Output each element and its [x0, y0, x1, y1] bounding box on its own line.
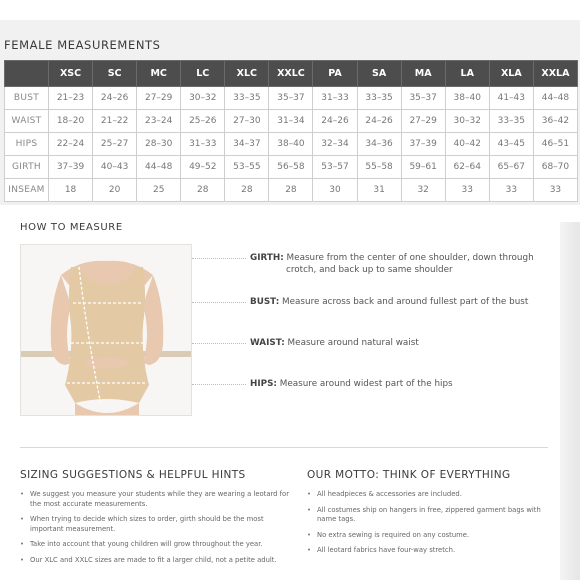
table-cell: 37–39 [49, 156, 93, 179]
table-cell: 62–64 [445, 156, 489, 179]
table-cell: 27–29 [137, 87, 181, 110]
row-label: WAIST [5, 110, 49, 133]
hips-instruction: HIPS: Measure around widest part of the hips [250, 379, 453, 389]
table-row [5, 156, 578, 179]
table-cell: 28 [225, 179, 269, 202]
table-cell: 46–51 [533, 133, 577, 156]
table-cell: 56–58 [269, 156, 313, 179]
table-cell: 65–67 [489, 156, 533, 179]
table-cell: 44–48 [533, 87, 577, 110]
table-cell: 31 [357, 179, 401, 202]
bust-leader-line [192, 302, 246, 303]
table-cell: 18–20 [49, 110, 93, 133]
sizing-hints-list [20, 490, 292, 571]
size-table-body [5, 87, 578, 202]
table-cell: 35–37 [401, 87, 445, 110]
size-header-xlc: XLC [225, 61, 269, 87]
size-header-xla: XLA [489, 61, 533, 87]
table-row [5, 133, 578, 156]
table-cell: 24–26 [93, 87, 137, 110]
table-cell: 53–55 [225, 156, 269, 179]
page-edge-shadow [560, 222, 580, 580]
table-cell: 36–42 [533, 110, 577, 133]
table-cell: 21–23 [49, 87, 93, 110]
motto-list [307, 490, 553, 562]
section-divider [20, 447, 548, 448]
size-header-xxla: XXLA [533, 61, 577, 87]
table-cell: 33–35 [225, 87, 269, 110]
table-cell: 33 [533, 179, 577, 202]
table-cell: 25–26 [181, 110, 225, 133]
table-cell: 34–36 [357, 133, 401, 156]
size-header-xsc: XSC [49, 61, 93, 87]
measurement-illustration [20, 244, 192, 416]
how-to-measure-title: HOW TO MEASURE [20, 222, 123, 233]
size-header-ma: MA [401, 61, 445, 87]
table-cell: 33 [445, 179, 489, 202]
size-chart-table [4, 60, 578, 202]
bust-instruction: BUST: Measure across back and around fullest part of the bust [250, 297, 529, 307]
hips-leader-line [192, 384, 246, 385]
table-cell: 41–43 [489, 87, 533, 110]
table-cell: 31–34 [269, 110, 313, 133]
size-header-sa: SA [357, 61, 401, 87]
size-header-pa: PA [313, 61, 357, 87]
table-cell: 68–70 [533, 156, 577, 179]
waist-leader-line [192, 343, 246, 344]
table-cell: 49–52 [181, 156, 225, 179]
leotard-figure-image [21, 245, 191, 415]
table-cell: 28 [269, 179, 313, 202]
row-label: GIRTH [5, 156, 49, 179]
table-cell: 40–42 [445, 133, 489, 156]
list-item: • No extra sewing is required on any costume. [307, 531, 553, 541]
table-cell: 33 [489, 179, 533, 202]
girth-leader-line [192, 258, 246, 259]
list-item: • All costumes ship on hangers in free, zippered garment bags with name tags. [307, 506, 553, 525]
table-cell: 32 [401, 179, 445, 202]
table-cell: 28–30 [137, 133, 181, 156]
table-cell: 37–39 [401, 133, 445, 156]
table-row [5, 110, 578, 133]
table-cell: 55–58 [357, 156, 401, 179]
sizing-hints-title: SIZING SUGGESTIONS & HELPFUL HINTS [20, 469, 246, 481]
list-item: • When trying to decide which sizes to order, girth should be the most important measurement. [20, 515, 292, 534]
table-row [5, 179, 578, 202]
row-label: HIPS [5, 133, 49, 156]
table-cell: 59–61 [401, 156, 445, 179]
table-cell: 38–40 [269, 133, 313, 156]
table-cell: 43–45 [489, 133, 533, 156]
table-cell: 18 [49, 179, 93, 202]
table-cell: 24–26 [313, 110, 357, 133]
waist-instruction: WAIST: Measure around natural waist [250, 338, 419, 348]
table-cell: 44–48 [137, 156, 181, 179]
table-cell: 27–29 [401, 110, 445, 133]
table-cell: 32–34 [313, 133, 357, 156]
table-cell: 25 [137, 179, 181, 202]
table-cell: 24–26 [357, 110, 401, 133]
table-cell: 28 [181, 179, 225, 202]
motto-title: OUR MOTTO: THINK OF EVERYTHING [307, 469, 511, 481]
table-cell: 30 [313, 179, 357, 202]
table-cell: 33–35 [357, 87, 401, 110]
row-label: INSEAM [5, 179, 49, 202]
list-item: • We suggest you measure your students while they are wearing a leotard for the most accurate measurements. [20, 490, 292, 509]
size-header-xxlc: XXLC [269, 61, 313, 87]
size-header-sc: SC [93, 61, 137, 87]
size-header-row [5, 61, 578, 87]
table-cell: 23–24 [137, 110, 181, 133]
list-item: • All leotard fabrics have four-way stretch. [307, 546, 553, 556]
table-cell: 30–32 [181, 87, 225, 110]
table-row [5, 87, 578, 110]
list-item: • Take into account that young children will grow throughout the year. [20, 540, 292, 550]
table-cell: 34–37 [225, 133, 269, 156]
table-cell: 31–33 [181, 133, 225, 156]
table-cell: 35–37 [269, 87, 313, 110]
table-cell: 31–33 [313, 87, 357, 110]
size-header-mc: MC [137, 61, 181, 87]
size-header-lc: LC [181, 61, 225, 87]
table-cell: 30–32 [445, 110, 489, 133]
table-cell: 21–22 [93, 110, 137, 133]
table-cell: 53–57 [313, 156, 357, 179]
table-cell: 27–30 [225, 110, 269, 133]
girth-instruction: GIRTH: Measure from the center of one shoulder, down through crotch, and back up to same shoulder [250, 253, 534, 275]
header-corner [5, 61, 49, 87]
table-cell: 33–35 [489, 110, 533, 133]
section-separator [0, 205, 580, 220]
table-cell: 25–27 [93, 133, 137, 156]
list-item: • Our XLC and XXLC sizes are made to fit a larger child, not a petite adult. [20, 556, 292, 566]
table-cell: 20 [93, 179, 137, 202]
table-cell: 40–43 [93, 156, 137, 179]
size-header-la: LA [445, 61, 489, 87]
table-cell: 22–24 [49, 133, 93, 156]
chart-title: FEMALE MEASUREMENTS [4, 38, 161, 52]
top-strip [0, 0, 580, 20]
table-cell: 38–40 [445, 87, 489, 110]
list-item: • All headpieces & accessories are included. [307, 490, 553, 500]
row-label: BUST [5, 87, 49, 110]
